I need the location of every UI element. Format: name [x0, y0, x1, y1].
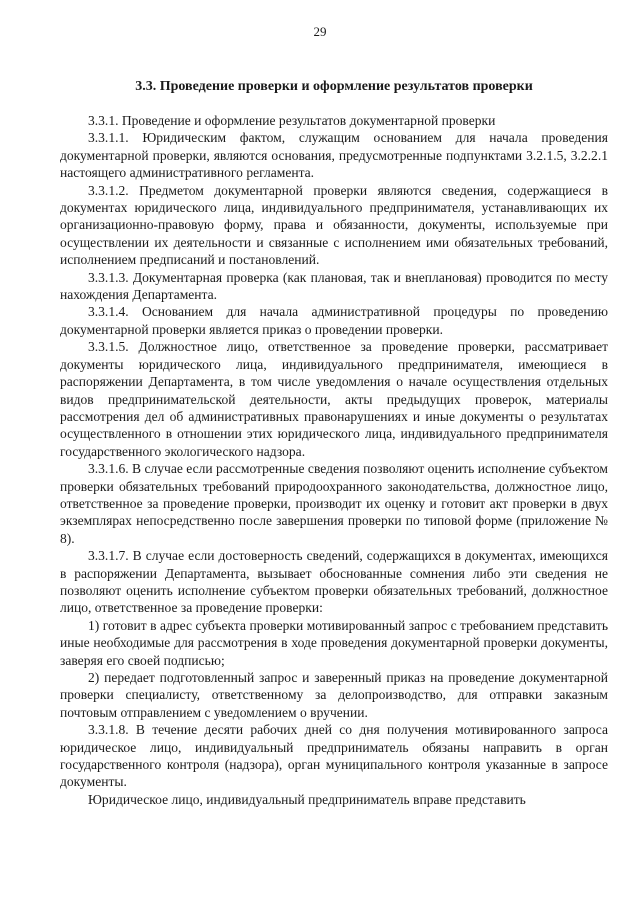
paragraph: 3.3.1.8. В течение десяти рабочих дней со дня получения мотивированного запроса юридическое лицо, индивидуальный предприниматель обязаны направить в орган государственного контроля (надзора), орган муниципального контроля указанные в запросе документы. [60, 722, 608, 790]
paragraph: 3.3.1.3. Документарная проверка (как плановая, так и внеплановая) проводится по месту нахождения Департамента. [60, 269, 608, 303]
list-item: 2) передает подготовленный запрос и заверенный приказ на проведение документарной проверки специалисту, ответственному за делопроизводство, для отправки заказным почтовым отправлением с уведомлением о вручении. [60, 670, 608, 720]
body-text [60, 112, 608, 808]
paragraph: 3.3.1.6. В случае если рассмотренные сведения позволяют оценить исполнение субъектом проверки обязательных требований природоохранного законодательства, должностное лицо, ответственное за проведение проверки, производит их оценку и готовит акт проверки в двух экземплярах непосредственно после завершения проверки по типовой форме (приложение № 8). [60, 461, 608, 546]
paragraph: 3.3.1.1. Юридическим фактом, служащим основанием для начала проведения документарной проверки, являются основания, предусмотренные подпунктами 3.2.1.5, 3.2.2.1 настоящего административного регламента. [60, 130, 608, 181]
paragraph: 3.3.1. Проведение и оформление результатов документарной проверки [88, 113, 496, 128]
section-heading: 3.3. Проведение проверки и оформление результатов проверки [135, 79, 533, 94]
paragraph: 3.3.1.7. В случае если достоверность сведений, содержащихся в документах, имеющихся в распоряжении Департамента, вызывает обоснованные сомнения либо эти сведения не позволяют оценить исполнение субъектом проверки обязательных требований, должностное лицо, ответственное за проведение проверки: [60, 548, 608, 616]
list-item: 1) готовит в адрес субъекта проверки мотивированный запрос с требованием представить иные необходимые для рассмотрения в ходе проведения документарной проверки документы, заверяя его своей подписью; [60, 617, 608, 668]
paragraph: 3.3.1.5. Должностное лицо, ответственное за проведение проверки, рассматривает документы юридического лица, индивидуального предпринимателя, имеющиеся в распоряжении Департамента, в том числе уведомления о начале осуществления отдельных видов предпринимательской деятельности, акты предыдущих проверок, материалы рассмотрения дел об административных правонарушениях и иные документы о результатах осуществленного в отношении этих юридического лица, индивидуального предпринимателя государственного экологического надзора. [60, 339, 608, 459]
paragraph: 3.3.1.2. Предметом документарной проверки являются сведения, содержащиеся в документах юридического лица, индивидуального предпринимателя, устанавливающих их организационно-правовую форму, права и обязанности, документы, используемые при осуществлении их деятельности и связанные с исполнением ими обязательных требований, исполнением предписаний и постановлений. [60, 182, 608, 268]
page-number: 29 [313, 24, 327, 39]
paragraph: 3.3.1.4. Основанием для начала административной процедуры по проведению документарной проверки является приказ о проведении проверки. [60, 304, 608, 337]
paragraph: Юридическое лицо, индивидуальный предприниматель вправе представить [88, 791, 526, 807]
